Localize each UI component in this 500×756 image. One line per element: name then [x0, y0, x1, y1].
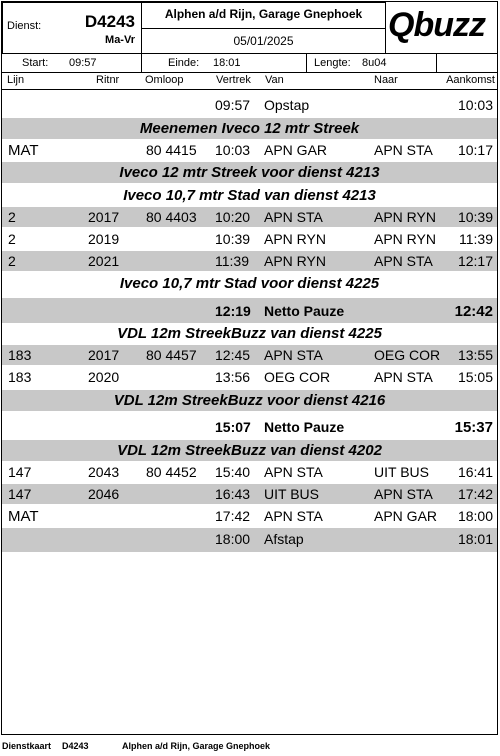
table-row: 2 2021 11:39 APN RYN APN STA 12:17 — [2, 251, 497, 271]
col-lijn: Lijn — [7, 74, 25, 86]
length-value: 8u04 — [362, 57, 387, 69]
date-text: 05/01/2025 — [233, 34, 294, 48]
section-header: VDL 12m StreekBuzz van dienst 4202 — [2, 440, 497, 461]
location-text: Alphen a/d Rijn, Garage Gnephoek — [142, 3, 385, 29]
dienst-label: Dienst: — [7, 20, 42, 32]
start-cell — [2, 54, 142, 72]
end-cell — [142, 54, 307, 72]
col-omloop: Omloop — [145, 74, 184, 86]
footer-location: Alphen a/d Rijn, Garage Gnephoek — [122, 741, 271, 751]
table-row: 147 2043 80 4452 15:40 APN STA UIT BUS 16:41 — [8, 464, 493, 480]
table-row: 18:00 Afstap 18:01 — [2, 528, 497, 552]
section-header: Iveco 10,7 mtr Stad voor dienst 4225 — [2, 273, 497, 294]
end-label: Einde: — [168, 57, 200, 69]
start-label: Start: — [22, 57, 49, 69]
dienst-days: Ma-Vr — [105, 34, 135, 46]
section-header: Iveco 10,7 mtr Stad van dienst 4213 — [2, 185, 497, 206]
start-value: 09:57 — [69, 57, 97, 69]
table-row: 183 2020 13:56 OEG COR APN STA 15:05 — [8, 369, 493, 385]
duty-card — [1, 1, 498, 735]
length-label: Lengte: — [314, 57, 351, 69]
table-row: 2 2017 80 4403 10:20 APN STA APN RYN 10:39 — [2, 207, 497, 227]
qbuzz-logo: Qbuzz — [388, 6, 485, 44]
card-header — [2, 2, 497, 54]
table-row: MAT 80 4415 10:03 APN GAR APN STA 10:17 — [8, 142, 493, 159]
table-row: 183 2017 80 4457 12:45 APN STA OEG COR 13:55 — [2, 345, 497, 365]
col-ritnr: Ritnr — [96, 74, 120, 86]
section-header: Meenemen Iveco 12 mtr Streek — [2, 118, 497, 139]
table-row: MAT 17:42 APN STA APN GAR 18:00 — [8, 508, 493, 525]
dienst-code: D4243 — [84, 12, 135, 31]
col-naar: Naar — [374, 74, 398, 86]
footer-title: Dienstkaart — [2, 741, 52, 751]
dienst-box — [2, 2, 142, 54]
footer-code: D4243 — [62, 741, 89, 751]
col-vertrek: Vertrek — [216, 74, 251, 86]
section-header: Iveco 12 mtr Streek voor dienst 4213 — [2, 162, 497, 183]
table-row: 147 2046 16:43 UIT BUS APN STA 17:42 — [2, 484, 497, 504]
length-cell — [307, 54, 437, 72]
col-aankomst: Aankomst — [446, 74, 495, 86]
location-box — [141, 2, 386, 54]
times-bar — [2, 53, 497, 73]
table-row: 09:57 Opstap 10:03 — [215, 97, 493, 113]
pause-row: 15:07 Netto Pauze 15:37 — [215, 419, 493, 436]
pause-row: 12:19 Netto Pauze 12:42 — [2, 298, 497, 324]
table-row: 2 2019 10:39 APN RYN APN RYN 11:39 — [8, 231, 493, 247]
section-header: VDL 12m StreekBuzz van dienst 4225 — [2, 323, 497, 344]
column-header-row — [2, 73, 497, 90]
end-value: 18:01 — [213, 57, 241, 69]
col-van: Van — [265, 74, 284, 86]
section-header: VDL 12m StreekBuzz voor dienst 4216 — [2, 390, 497, 411]
